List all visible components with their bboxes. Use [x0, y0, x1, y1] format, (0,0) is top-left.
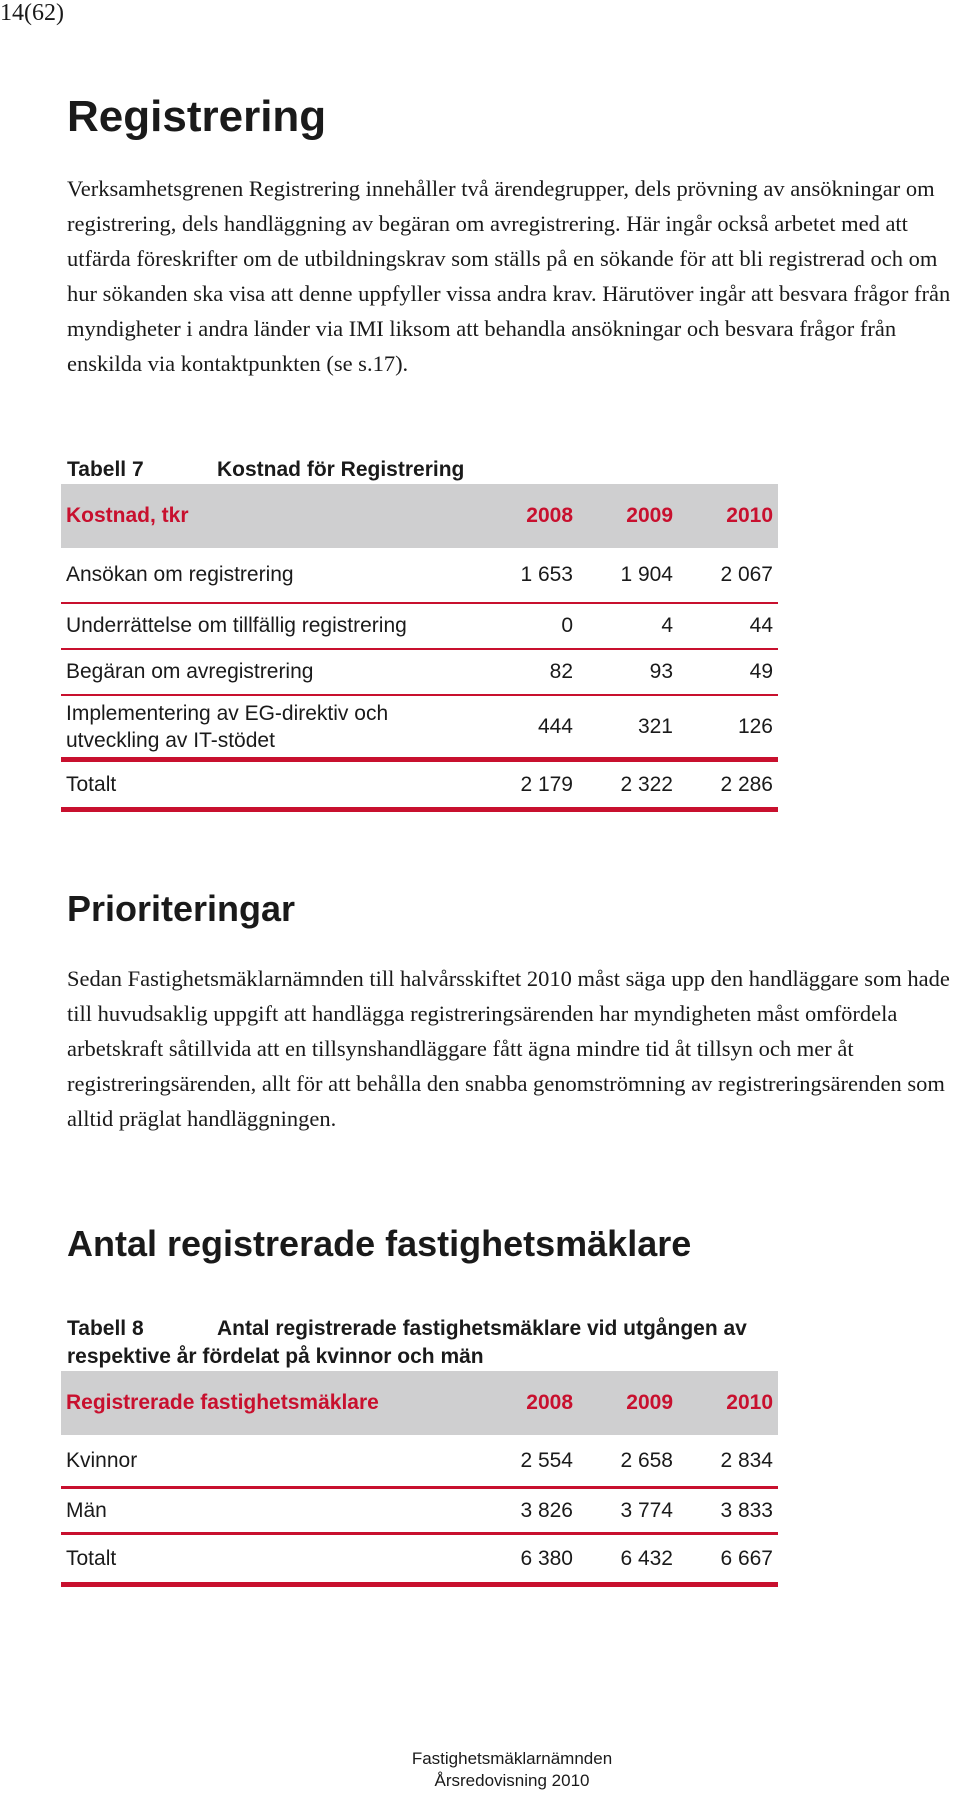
row-value-2010: 2 067 [720, 563, 773, 586]
row-value-2008: 2 554 [520, 1448, 573, 1472]
table8-header [61, 1371, 778, 1435]
row-value-2008: 1 653 [520, 563, 573, 586]
table-header-year-2008: 2008 [526, 504, 573, 527]
row-value-2010: 2 286 [720, 772, 773, 796]
table-row-total [61, 1535, 778, 1587]
row-value-2010: 44 [749, 614, 773, 637]
row-value-2009: 4 [661, 614, 673, 637]
table7-caption-text: Kostnad för Registrering [217, 458, 465, 481]
row-label: Män [66, 1498, 107, 1522]
row-label: Begäran om avregistrering [66, 660, 314, 683]
row-value-2010: 3 833 [720, 1498, 773, 1522]
page-number: 14(62) [0, 0, 64, 26]
table-row [61, 548, 778, 604]
table8-caption [67, 1315, 837, 1371]
row-value-2010: 2 834 [720, 1448, 773, 1472]
table7-caption-label: Tabell 7 [67, 458, 144, 481]
row-value-2008: 3 826 [520, 1498, 573, 1522]
table7-header [61, 484, 778, 548]
row-value-2008: 444 [537, 714, 573, 738]
table-header-year-2009: 2009 [626, 1391, 673, 1414]
row-label: Implementering av EG-direktiv och utveckling av IT-stödet [66, 701, 389, 752]
table-header-year-2008: 2008 [526, 1391, 573, 1414]
table-row [61, 650, 778, 696]
table-header-year-2010: 2010 [726, 504, 773, 527]
row-value-2008: 2 179 [520, 772, 573, 796]
intro-paragraph: Verksamhetsgrenen Registrering innehåller två ärendegrupper, dels prövning av ansökningar om registrering, dels handläggning av begäran om avregistrering. Här ingår också arbetet med att utfärda föreskrifter om de utbildningskrav som ställs på en sökande för att bli registrerad och om hur sökanden ska visa att denne uppfyller vissa andra krav. Härutöver ingår att besvara frågor från myndigheter i andra länder via IMI liksom att behandla ansökningar och besvara frågor från enskilda via kontaktpunkten (se s.17). [67, 176, 951, 376]
table-header-year-2009: 2009 [626, 504, 673, 527]
row-value-2009: 1 904 [620, 563, 673, 586]
table8-registered-brokers [61, 1371, 778, 1587]
row-value-2010: 126 [737, 714, 773, 738]
table7-caption [67, 456, 464, 484]
page-footer [0, 1748, 960, 1792]
row-value-2009: 321 [637, 714, 673, 738]
row-value-2008: 6 380 [520, 1546, 573, 1570]
footer-organization: Fastighetsmäklarnämnden [411, 1749, 613, 1768]
table-header-year-2010: 2010 [726, 1391, 773, 1414]
row-value-2009: 3 774 [620, 1498, 673, 1522]
table-header-label: Registrerade fastighetsmäklare [66, 1391, 379, 1414]
row-value-2009: 93 [649, 660, 673, 683]
section-title-registrering: Registrering [67, 92, 327, 141]
row-value-2009: 2 322 [620, 772, 673, 796]
row-value-2008: 82 [549, 660, 573, 683]
row-value-2009: 6 432 [620, 1546, 673, 1570]
row-value-2009: 2 658 [620, 1448, 673, 1472]
table8-caption-label: Tabell 8 [67, 1317, 144, 1340]
row-label: Kvinnor [66, 1448, 138, 1472]
section-title-prioriteringar: Prioriteringar [67, 888, 296, 929]
row-label: Ansökan om registrering [66, 563, 294, 586]
table-row [61, 1489, 778, 1535]
row-value-2008: 0 [561, 614, 573, 637]
row-value-2010: 6 667 [720, 1546, 773, 1570]
row-value-2010: 49 [749, 660, 773, 683]
table8-caption-text: Antal registrerade fastighetsmäklare vid utgången av respektive år fördelat på kvinnor och män [67, 1317, 747, 1368]
prioriteringar-paragraph: Sedan Fastighetsmäklarnämnden till halvårsskiftet 2010 måst säga upp den handläggare som hade till huvudsaklig uppgift att handlägga registreringsärenden har myndigheten måst omfördela arbetskraft såtillvida att en tillsynshandläggare fått ägna mindre tid åt tillsyn och mer åt registreringsärenden, allt för att behålla den snabba genomströmning av registreringsärenden som alltid präglat handläggningen. [67, 966, 950, 1131]
table-row [61, 604, 778, 650]
table7-cost [61, 484, 778, 812]
section-title-antal-registrerade: Antal registrerade fastighetsmäklare [67, 1223, 692, 1264]
table-row [61, 1435, 778, 1489]
row-label: Totalt [66, 772, 117, 796]
table-row-total [61, 762, 778, 812]
row-label: Totalt [66, 1546, 117, 1570]
table-row [61, 696, 778, 762]
table-header-label: Kostnad, tkr [66, 504, 189, 527]
row-label: Underrättelse om tillfällig registrering [66, 614, 407, 637]
footer-report-title: Årsredovisning 2010 [434, 1771, 590, 1790]
